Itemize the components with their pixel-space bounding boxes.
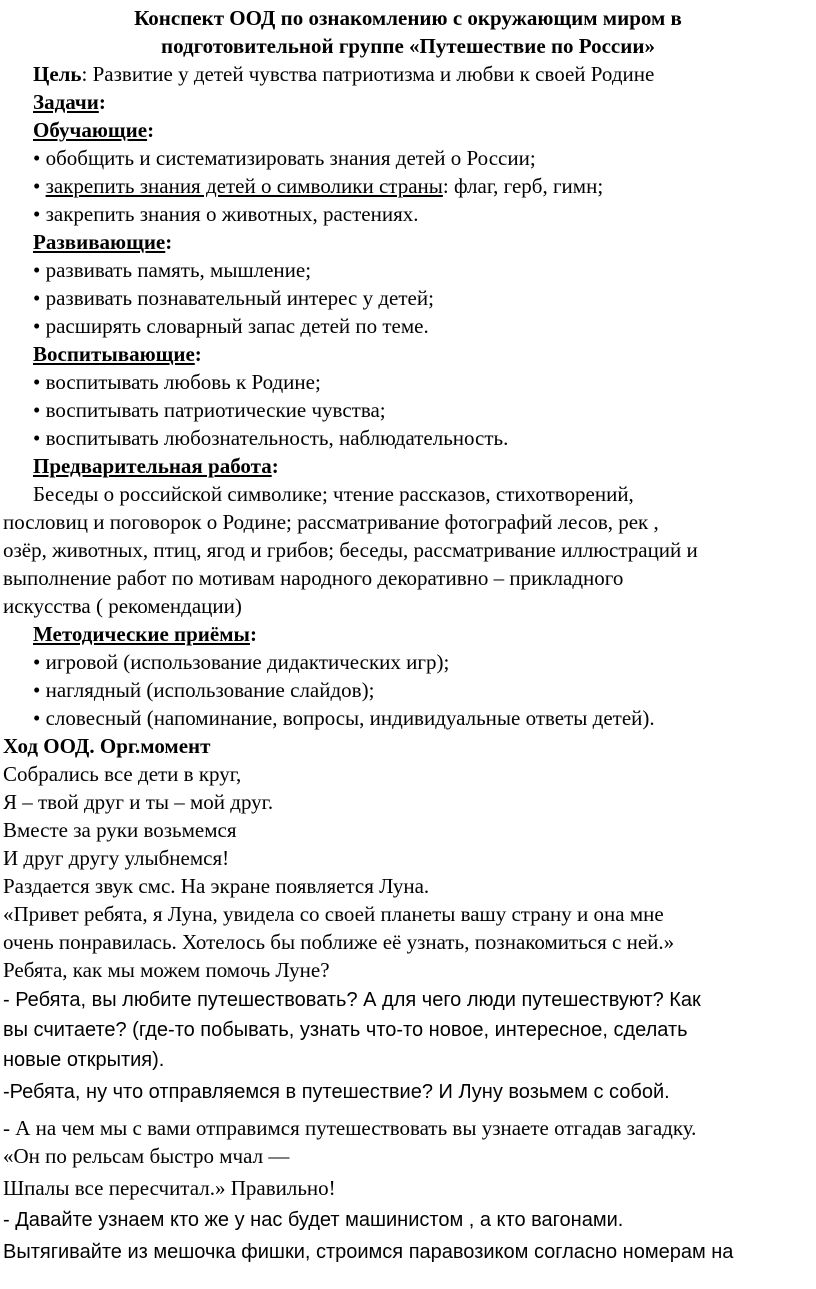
teaching-item: [33, 172, 603, 200]
upbringing-heading: [33, 340, 202, 368]
tasks-colon: :: [98, 90, 106, 114]
bullet: •: [33, 174, 46, 198]
preliminary-colon: :: [271, 454, 279, 478]
course-sans-line: - Ребята, вы любите путешествовать? А для чего люди путешествуют? Как: [3, 989, 701, 1011]
course-line: очень понравилась. Хотелось бы поближе её узнать, познакомиться с ней.»: [3, 930, 675, 954]
course-sans-line: вы считаете? (где-то побывать, узнать что-то новое, интересное, сделать: [3, 1019, 688, 1041]
developing-item: • развивать познавательный интерес у детей;: [33, 286, 434, 310]
course-line: Собрались все дети в круг,: [3, 762, 242, 786]
course-sans-line: -Ребята, ну что отправляемся в путешествие? И Луну возьмем с собой.: [3, 1081, 670, 1103]
methods-heading: [33, 620, 257, 648]
teaching-colon: :: [147, 118, 155, 142]
methods-item: • игровой (использование дидактических игр);: [33, 650, 450, 674]
teaching-item-rest: : флаг, герб, гимн;: [442, 174, 604, 198]
preliminary-line: Беседы о российской символике; чтение рассказов, стихотворений,: [33, 482, 634, 506]
upbringing-colon: :: [194, 342, 202, 366]
teaching-label: Обучающие: [33, 118, 148, 142]
developing-item: • развивать память, мышление;: [33, 258, 312, 282]
teaching-item: • закрепить знания о животных, растениях.: [33, 202, 419, 226]
methods-label: Методические приёмы: [33, 622, 250, 646]
preliminary-line: искусства ( рекомендации): [3, 594, 242, 618]
upbringing-item: • воспитывать патриотические чувства;: [33, 398, 386, 422]
course-tail-line: Шпалы все пересчитал.» Правильно!: [3, 1176, 336, 1200]
course-line: Раздается звук смс. На экране появляется Луна.: [3, 874, 430, 898]
course-final-line: - Давайте узнаем кто же у нас будет машинистом , а кто вагонами.: [3, 1209, 624, 1231]
developing-colon: :: [165, 230, 173, 254]
title-line-2: подготовительной группе «Путешествие по России»: [161, 34, 655, 58]
goal-text: : Развитие у детей чувства патриотизма и любви к своей Родине: [81, 62, 655, 86]
preliminary-line: выполнение работ по мотивам народного декоративно – прикладного: [3, 566, 624, 590]
course-line: «Привет ребята, я Луна, увидела со своей планеты вашу страну и она мне: [3, 902, 664, 926]
title-line-1: Конспект ООД по ознакомлению с окружающим миром в: [134, 6, 682, 30]
course-line: Я – твой друг и ты – мой друг.: [3, 790, 274, 814]
course-line: Вместе за руки возьмемся: [3, 818, 237, 842]
upbringing-item: • воспитывать любовь к Родине;: [33, 370, 321, 394]
developing-item: • расширять словарный запас детей по теме.: [33, 314, 429, 338]
goal-label: Цель: [33, 62, 82, 86]
preliminary-line: пословиц и поговорок о Родине; рассматривание фотографий лесов, рек ,: [3, 510, 659, 534]
methods-item: • словесный (напоминание, вопросы, индивидуальные ответы детей).: [33, 706, 655, 730]
course-tail-line: - А на чем мы с вами отправимся путешествовать вы узнаете отгадав загадку.: [3, 1116, 697, 1140]
upbringing-item: • воспитывать любознательность, наблюдательность.: [33, 426, 509, 450]
teaching-heading: [33, 116, 154, 144]
course-line: Ребята, как мы можем помочь Луне?: [3, 958, 330, 982]
course-tail-line: «Он по рельсам быстро мчал —: [3, 1144, 290, 1168]
methods-colon: :: [249, 622, 257, 646]
preliminary-label: Предварительная работа: [33, 454, 272, 478]
course-final-line: Вытягивайте из мешочка фишки, строимся паравозиком согласно номерам на: [3, 1241, 734, 1263]
methods-item: • наглядный (использование слайдов);: [33, 678, 375, 702]
teaching-item: • обобщить и систематизировать знания детей о России;: [33, 146, 536, 170]
course-heading: Ход ООД. Орг.момент: [3, 734, 211, 758]
tasks-label: Задачи: [33, 90, 99, 114]
tasks-heading: [33, 88, 106, 116]
developing-heading: [33, 228, 172, 256]
course-sans-line: новые открытия).: [3, 1049, 165, 1071]
preliminary-heading: [33, 452, 279, 480]
teaching-item-underlined: закрепить знания детей о символики страны: [45, 174, 443, 198]
upbringing-label: Воспитывающие: [33, 342, 195, 366]
course-line: И друг другу улыбнемся!: [3, 846, 230, 870]
goal-line: [33, 60, 654, 88]
developing-label: Развивающие: [33, 230, 166, 254]
preliminary-line: озёр, животных, птиц, ягод и грибов; беседы, рассматривание иллюстраций и: [3, 538, 698, 562]
